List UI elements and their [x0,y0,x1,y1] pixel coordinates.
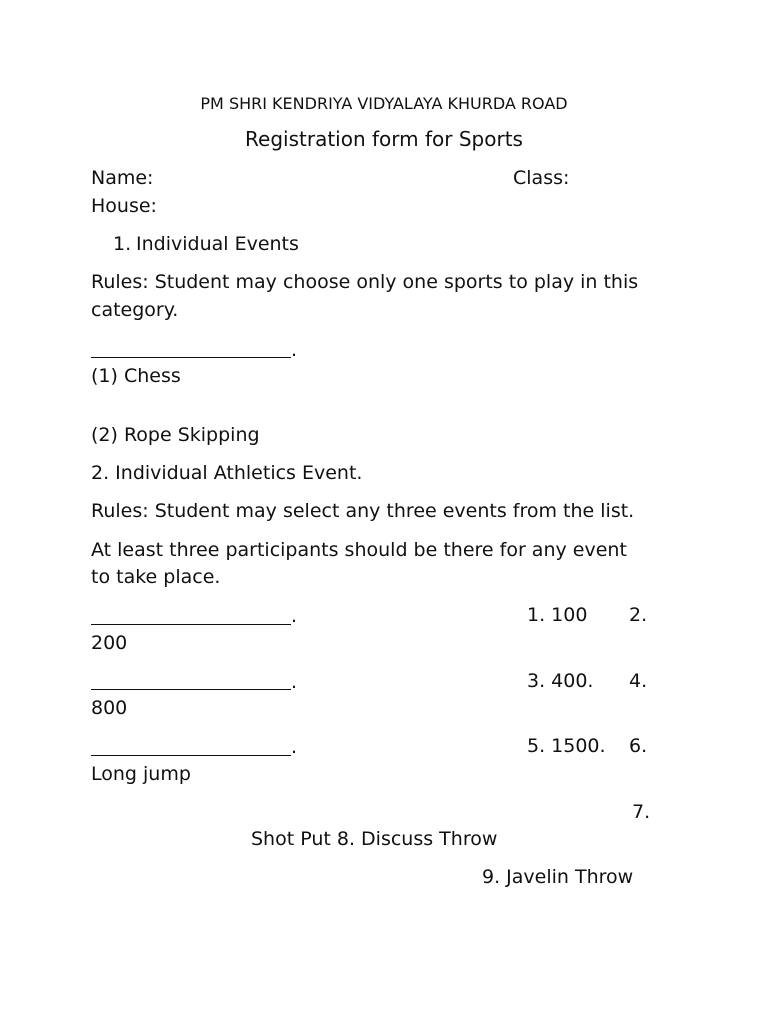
athletics-blank-dot-1: . [291,605,298,627]
section1-rules-line1: Rules: Student may choose only one sports to play in this [91,271,639,293]
event-6-number: 6. [629,735,648,757]
event-100: 1. 100 [527,604,588,626]
event-shot-put-discuss-throw: Shot Put 8. Discuss Throw [251,828,498,850]
section1-blank-line[interactable] [91,357,291,358]
form-title: Registration form for Sports [245,127,523,151]
event-4-number: 4. [629,670,648,692]
section2-note-line2: to take place. [91,566,221,588]
event-800: 800 [91,697,128,719]
section2-note-line1: At least three participants should be there for any event [91,539,627,561]
section1-heading: Individual Events [136,233,299,255]
option-chess: (1) Chess [91,365,181,387]
event-2-number: 2. [629,604,648,626]
athletics-blank-dot-3: . [291,736,298,758]
event-1500: 5. 1500. [527,735,606,757]
athletics-blank-line-1[interactable] [91,624,291,625]
event-7-number: 7. [632,801,651,823]
name-label: Name: [91,167,154,189]
event-400: 3. 400. [527,670,594,692]
section2-heading: 2. Individual Athletics Event. [91,462,363,484]
athletics-blank-line-2[interactable] [91,689,291,690]
class-label: Class: [513,167,570,189]
event-200: 200 [91,632,128,654]
section1-rules-line2: category. [91,299,179,321]
athletics-blank-line-3[interactable] [91,755,291,756]
school-name: PM SHRI KENDRIYA VIDYALAYA KHURDA ROAD [200,94,568,113]
event-javelin-throw: 9. Javelin Throw [482,866,634,888]
athletics-blank-dot-2: . [291,671,298,693]
house-label: House: [91,195,157,217]
section2-rules: Rules: Student may select any three events from the list. [91,500,635,522]
section1-number: 1. [113,233,132,255]
event-long-jump: Long jump [91,763,191,785]
section1-blank-dot: . [291,339,298,361]
option-rope-skipping: (2) Rope Skipping [91,424,260,446]
